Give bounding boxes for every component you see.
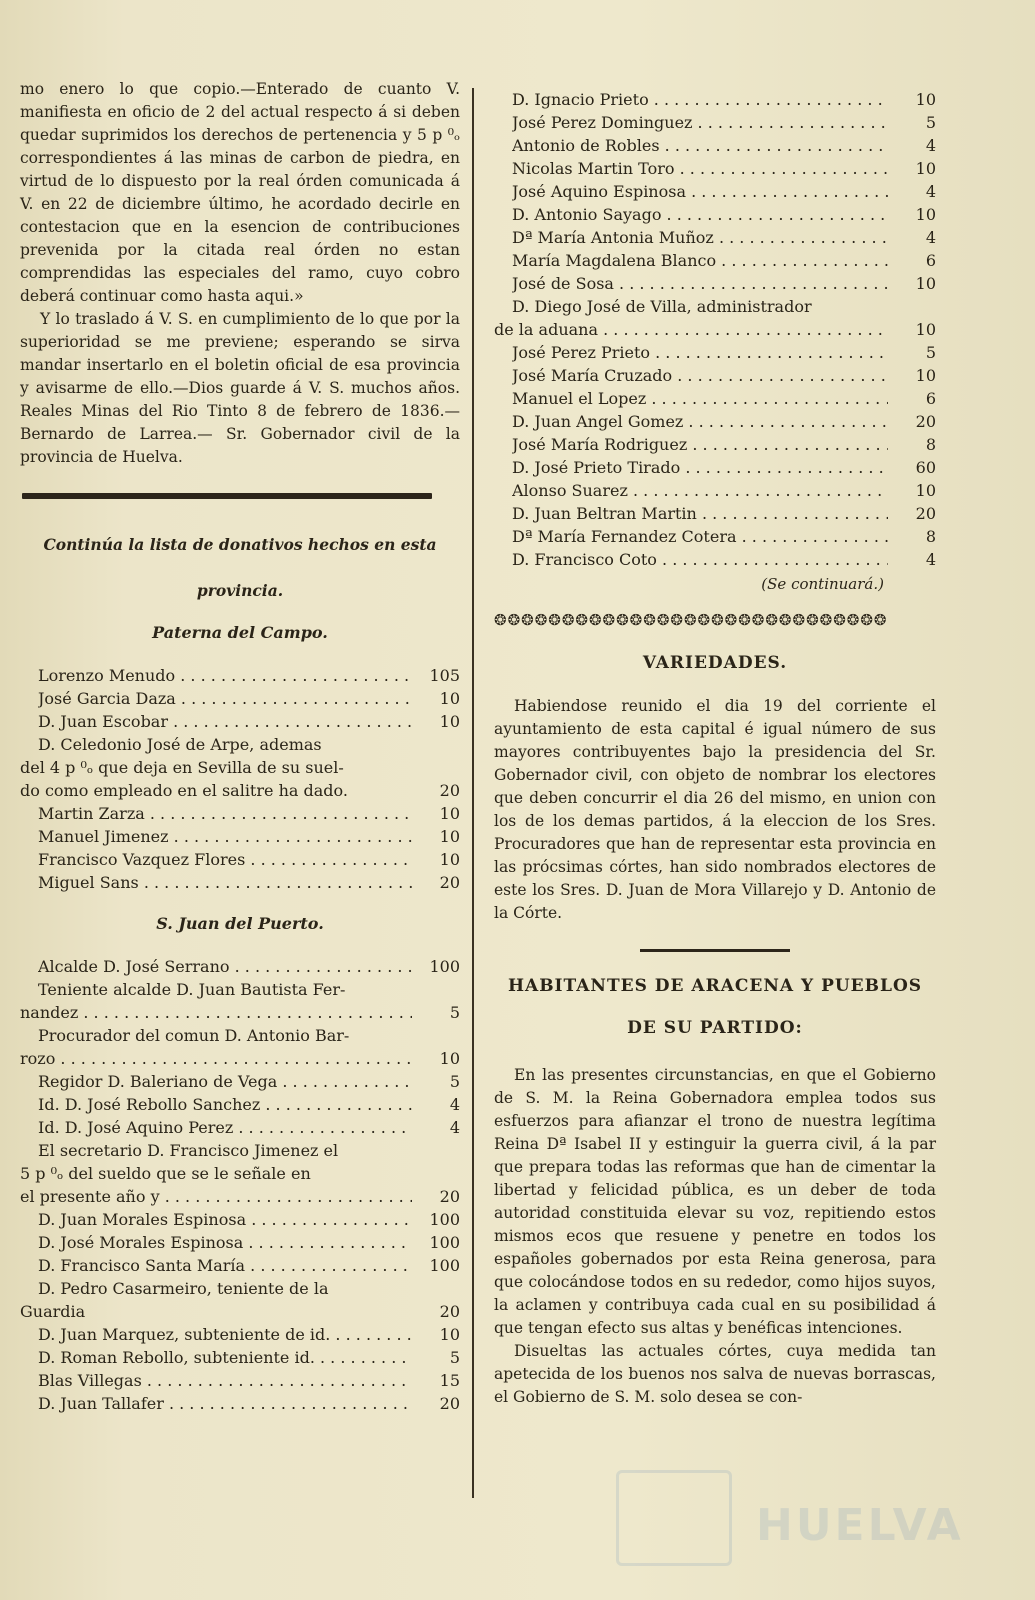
habitantes-title-line2: DE SU PARTIDO: (627, 1018, 803, 1038)
list-item-multiline: Teniente alcalde D. Juan Bautista Fer- (38, 980, 346, 999)
place-heading-sanjuan: S. Juan del Puerto. (156, 914, 324, 933)
list-item: Alcalde D. José Serrano . . . 100 (20, 955, 460, 978)
ornament-rule: ❂❂❂❂❂❂❂❂❂❂❂❂❂❂❂❂❂❂❂❂❂❂❂❂❂❂❂❂❂ (494, 611, 888, 629)
list-item: Blas Villegas . . . 15 (20, 1369, 460, 1392)
list-item: José Perez Dominguez . . . 5 (494, 111, 936, 134)
list-item: Nicolas Martin Toro . . . 10 (494, 157, 936, 180)
list-item: D. Juan Beltran Martin . . . 20 (494, 502, 936, 525)
list-item: Id. D. José Rebollo Sanchez . . . 4 (20, 1093, 460, 1116)
variedades-paragraph: Habiendose reunido el dia 19 del corriente el ayuntamiento de esta capital é igual número de sus mayores contribuyentes bajo la presidencia del Sr. Gobernador civil, con objeto de nombrar los electores que deben concurrir el dia 26 del mismo, en union con los de los demas partidos, á la eleccion de los Sres. Procuradores que han de representar esta provincia en las prócsimas córtes, han sido nombrados electores de este los Sres. D. Juan de Mora Villarejo y D. Antonio de la Córte. (494, 697, 936, 922)
list-item-multiline: El secretario D. Francisco Jimenez el (38, 1141, 339, 1160)
list-item: rozo . . . 10 (20, 1047, 460, 1070)
sanjuan-list (20, 955, 460, 1415)
list-item: de la aduana . . . 10 (494, 318, 936, 341)
list-item: D. Roman Rebollo, subteniente id. . . . 5 (20, 1346, 460, 1369)
list-item: Lorenzo Menudo . . . 105 (20, 664, 460, 687)
list-item: Alonso Suarez . . . 10 (494, 479, 936, 502)
list-item: Miguel Sans . . . 20 (20, 871, 460, 894)
list-item: D. Francisco Santa María . . . 100 (20, 1254, 460, 1277)
list-title-line1: Continúa la lista de donativos hechos en esta (43, 535, 437, 554)
archive-watermark (616, 1470, 964, 1560)
list-item-multiline: 5 p ⁰ₒ del sueldo que se le señale en (20, 1164, 311, 1183)
list-item: D. Ignacio Prieto . . . 10 (494, 88, 936, 111)
list-item-multiline: D. Celedonio José de Arpe, ademas (38, 735, 322, 754)
list-item: Manuel el Lopez . . . 6 (494, 387, 936, 410)
habitantes-title (494, 968, 936, 1046)
list-item: D. Juan Escobar . . . 10 (20, 710, 460, 733)
list-item-multiline: D. Diego José de Villa, administrador (512, 297, 812, 316)
list-item: el presente año y . . . 20 (20, 1185, 460, 1208)
list-item: do como empleado en el salitre ha dado. 20 (20, 781, 460, 800)
variedades-title: VARIEDADES. (642, 653, 788, 673)
list-item: Martin Zarza . . . 10 (20, 802, 460, 825)
place-heading-paterna: Paterna del Campo. (152, 623, 328, 642)
list-item: nandez . . . 5 (20, 1001, 460, 1024)
right-column (494, 88, 936, 1409)
list-item: D. Antonio Sayago . . . 10 (494, 203, 936, 226)
habitantes-paragraph-1: En las presentes circunstancias, en que el Gobierno de S. M. la Reina Gobernadora emplea todos sus esfuerzos para afianzar el trono de nuestra legítima Reina Dª Isabel II y estinguir la guerra civil, á la par que prepara todas las reformas que han de cimentar la libertad y felicidad pública, es un deber de toda autoridad constituida elevar su voz, repitiendo estos mismos ecos que resuene y penetre en todos los españoles gobernados por esta Reina generosa, para que colocándose todos en su rededor, como hijos suyos, la aclamen y contribuya cada cual en su posibilidad á que tengan efecto sus altas y benéficas intenciones. (494, 1066, 936, 1337)
list-item: D. José Prieto Tirado . . . 60 (494, 456, 936, 479)
list-item: José María Cruzado . . . 10 (494, 364, 936, 387)
list-item: José Aquino Espinosa . . . 4 (494, 180, 936, 203)
list-item-multiline: del 4 p ⁰ₒ que deja en Sevilla de su suel- (20, 758, 344, 777)
list-item: Antonio de Robles . . . 4 (494, 134, 936, 157)
list-item: Dª María Fernandez Cotera . . . 8 (494, 525, 936, 548)
list-item-multiline: Procurador del comun D. Antonio Bar- (38, 1026, 350, 1045)
list-item: Regidor D. Baleriano de Vega . . . 5 (20, 1070, 460, 1093)
section-rule (22, 493, 432, 499)
list-item: D. José Morales Espinosa . . . 100 (20, 1231, 460, 1254)
list-item: D. Juan Angel Gomez . . . 20 (494, 410, 936, 433)
list-item: D. Juan Tallafer . . . 20 (20, 1392, 460, 1415)
watermark-text: HUELVA (756, 1500, 964, 1551)
list-item-multiline: D. Pedro Casarmeiro, teniente de la (38, 1279, 329, 1298)
list-item: D. Juan Marquez, subteniente de id. . . . 10 (20, 1323, 460, 1346)
list-title-line2: provincia. (196, 581, 284, 600)
list-item: Francisco Vazquez Flores . . . 10 (20, 848, 460, 871)
habitantes-title-line1: HABITANTES DE ARACENA Y PUEBLOS (507, 976, 923, 996)
shield-icon (616, 1470, 732, 1566)
habitantes-paragraph-2: Disueltas las actuales córtes, cuya medida tan apetecida de los buenos nos salva de nuevas borrascas, el Gobierno de S. M. solo desea se con- (494, 1342, 936, 1406)
list-item: D. Francisco Coto . . . 4 (494, 548, 936, 571)
list-item: Id. D. José Aquino Perez . . . 4 (20, 1116, 460, 1139)
list-item: José de Sosa . . . 10 (494, 272, 936, 295)
paterna-list (20, 664, 460, 894)
list-item: Dª María Antonia Muñoz . . . 4 (494, 226, 936, 249)
list-item: María Magdalena Blanco . . . 6 (494, 249, 936, 272)
continued-list (494, 88, 936, 571)
list-item: D. Juan Morales Espinosa . . . 100 (20, 1208, 460, 1231)
column-divider (472, 88, 474, 1498)
second-paragraph: Y lo traslado á V. S. en cumplimiento de lo que por la superioridad se me previene; esperando se sirva mandar insertarlo en el boletin oficial de esa provincia y avisarme de ello.—Dios guarde á V. S. muchos años. Reales Minas del Rio Tinto 8 de febrero de 1836.—Bernardo de Larrea.— Sr. Gobernador civil de la provincia de Huelva. (20, 310, 460, 466)
list-item: Guardia 20 (20, 1302, 460, 1321)
list-item: Manuel Jimenez . . . 10 (20, 825, 460, 848)
intro-paragraph: mo enero lo que copio.—Enterado de cuanto V. manifiesta en oficio de 2 del actual respecto á si deben quedar suprimidos los derechos de pertenencia y 5 p ⁰ₒ correspondientes á las minas de carbon de piedra, en virtud de lo dispuesto por la real órden comunicada á V. en 22 de diciembre último, he acordado decirle en contestacion que en la esencion de contribuciones prevenida por la citada real órden no estan comprendidas las especiales del ramo, cuyo cobro deberá continuar como hasta aqui.» (20, 80, 460, 305)
list-item: José Perez Prieto . . . 5 (494, 341, 936, 364)
left-column (20, 78, 460, 1415)
to-be-continued: (Se continuará.) (761, 575, 884, 593)
short-rule (640, 949, 790, 952)
list-item: José Garcia Daza . . . 10 (20, 687, 460, 710)
list-item: José María Rodriguez . . . 8 (494, 433, 936, 456)
